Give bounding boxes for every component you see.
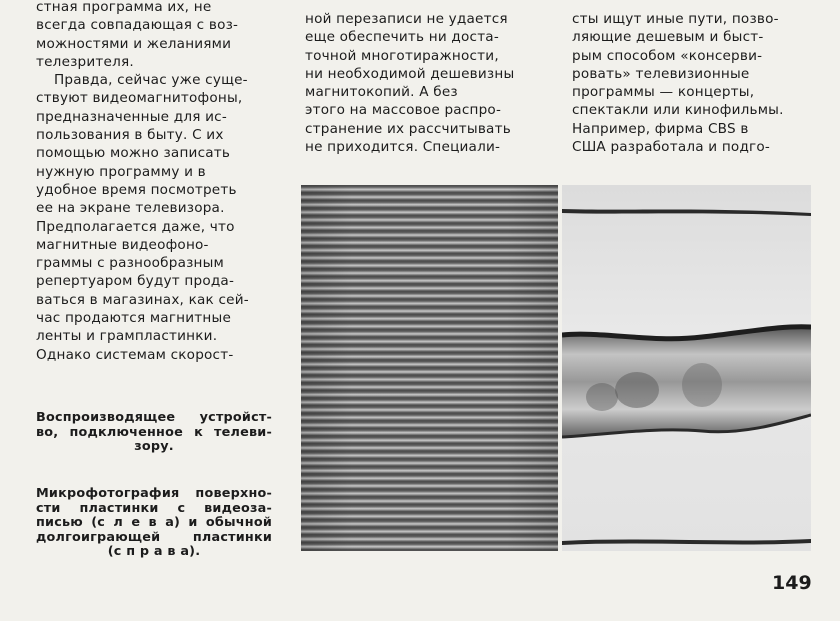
text-line: помощью можно записать [36, 145, 231, 162]
paragraph-1 [36, 0, 272, 71]
text-column-1 [36, 0, 272, 364]
text-column-2 [305, 10, 543, 156]
caption-line: (с п р а в а). [107, 544, 201, 559]
text-line: телезрителя. [36, 53, 134, 70]
caption-line: долгоиграющей пластинки [36, 529, 272, 545]
text-line: не приходится. Специали- [305, 139, 501, 156]
micrograph-figure [301, 185, 811, 551]
text-line: ствуют видеомагнитофоны, [36, 90, 243, 107]
caption-line: во, подключенное к телеви- [36, 424, 272, 440]
text-line: граммы с разнообразным [36, 255, 225, 272]
text-line: можностями и желаниями [36, 35, 232, 52]
text-line: ее на экране телевизора. [36, 200, 225, 217]
text-line: рым способом «консерви- [572, 47, 763, 64]
text-line: удобное время посмотреть [36, 181, 237, 198]
text-line: ляющие дешевым и быст- [572, 29, 764, 46]
caption-line: сти пластинки с видеоза- [36, 500, 272, 516]
text-column-3 [572, 10, 810, 156]
paragraph-3 [305, 10, 543, 156]
caption-line: Воспроизводящее устройст- [36, 410, 272, 425]
text-line: еще обеспечить ни доста- [305, 29, 499, 46]
text-line: США разработала и подго- [572, 139, 771, 156]
paragraph-2 [36, 71, 272, 364]
text-line: стная программа их, не [36, 0, 212, 15]
text-line: странение их рассчитывать [305, 120, 511, 137]
lp-groove-drawing [562, 185, 811, 551]
text-line: Правда, сейчас уже суще- [54, 72, 248, 89]
text-line: Например, фирма CBS в [572, 120, 749, 137]
paragraph-4 [572, 10, 810, 156]
text-line: ленты и грампластинки. [36, 328, 218, 345]
text-line: ной перезаписи не удается [305, 11, 508, 27]
caption-micrograph [36, 487, 272, 560]
video-disc-surface-photo [301, 185, 558, 551]
text-line: магнитокопий. А без [305, 84, 458, 101]
text-line: репертуаром будут прода- [36, 273, 235, 290]
text-line: точной многотиражности, [305, 47, 499, 64]
text-line: пользования в быту. С их [36, 127, 224, 144]
text-line: этого на массовое распро- [305, 102, 502, 119]
text-line: предназначенные для ис- [36, 108, 227, 125]
caption-line: зору. [134, 439, 174, 454]
text-line: магнитные видеофоно- [36, 236, 209, 253]
text-line: Предполагается даже, что [36, 218, 235, 235]
caption-line: Микрофотография поверхно- [36, 486, 272, 501]
text-line: всегда совпадающая с воз- [36, 17, 239, 34]
text-line: ровать» телевизионные [572, 65, 750, 82]
text-line: сты ищут иные пути, позво- [572, 11, 779, 27]
text-line: нужную программу и в [36, 163, 206, 180]
text-line: спектакли или кинофильмы. [572, 102, 784, 119]
text-line: час продаются магнитные [36, 310, 232, 327]
text-line: ни необходимой дешевизны [305, 65, 515, 82]
caption-line: писью (с л е в а) и обычной [36, 515, 272, 530]
text-line: Однако системам скорост- [36, 346, 234, 363]
text-line: программы — концерты, [572, 84, 755, 101]
text-line: ваться в магазинах, как сей- [36, 291, 249, 308]
lp-record-surface-photo [562, 185, 811, 551]
page-number: 149 [772, 572, 812, 594]
caption-playback-device [36, 411, 272, 455]
